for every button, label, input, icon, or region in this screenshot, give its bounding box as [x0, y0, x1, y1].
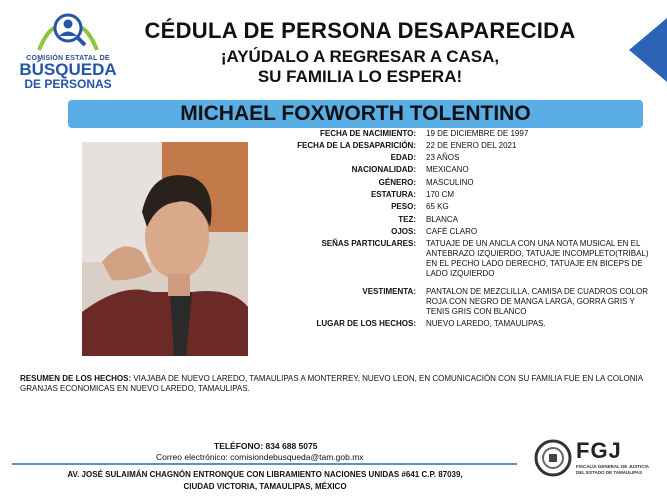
address-line-1: AV. JOSÉ SULAIMÁN CHAGNÓN ENTRONQUE CON LIBRAMIENTO NACIONES UNIDAS #641 C.P. 87039,	[67, 470, 463, 479]
field-label: FECHA DE NACIMIENTO:	[320, 129, 416, 138]
corner-decoration	[629, 18, 667, 82]
field-value: MASCULINO	[426, 178, 474, 187]
email-text: Correo electrónico: comisiondebusqueda@tam.gob.mx	[156, 452, 364, 462]
field-label: NACIONALIDAD:	[351, 165, 416, 174]
field-label: ESTATURA:	[370, 190, 416, 199]
subtitle-line-2: SU FAMILIA LO ESPERA!	[257, 67, 463, 86]
field-label: OJOS:	[391, 227, 416, 236]
field-value: CAFÉ CLARO	[426, 227, 478, 236]
logo-text-3: DE PERSONAS	[24, 77, 112, 91]
field-label: PESO:	[391, 202, 416, 211]
summary-text: VIAJABA DE NUEVO LAREDO, TAMAULIPAS A MONTERREY, NUEVO LEON, EN COMUNICACIÓN CON SU FAMILIA FUE EN LA COLONIA GRANJAS ECONOMICAS EN NUEVO LAREDO, TAMAULIPAS.	[20, 374, 643, 393]
name-banner	[68, 100, 643, 128]
field-value: NUEVO LAREDO, TAMAULIPAS.	[426, 319, 546, 328]
field-value: 65 KG	[426, 202, 449, 211]
fgj-seal-icon	[534, 436, 572, 480]
field-label: FECHA DE LA DESAPARICIÓN:	[297, 141, 416, 150]
field-label: GÉNERO:	[378, 178, 416, 187]
fgj-logo	[534, 436, 664, 496]
fgj-title: FGJ	[576, 438, 622, 463]
person-photo	[82, 142, 248, 356]
field-value: 22 DE ENERO DEL 2021	[426, 141, 517, 150]
field-value: PANTALON DE MEZCLILLA, CAMISA DE CUADROS COLOR ROJA CON NEGRO DE MANGA LARGA, GORRA GRIS Y TENIS GRIS CON BLANCO	[426, 287, 648, 316]
field-value: BLANCA	[426, 215, 459, 224]
field-label: TEZ:	[398, 215, 416, 224]
field-value: 170 CM	[426, 190, 455, 199]
field-value: 19 DE DICIEMBRE DE 1997	[426, 129, 529, 138]
logo-text-1: COMISIÓN ESTATAL DE	[26, 55, 110, 62]
summary-label: RESUMEN DE LOS HECHOS:	[20, 374, 132, 383]
field-label: EDAD:	[390, 153, 416, 162]
fgj-subtitle: FISCALÍA GENERAL DE JUSTICIA DEL ESTADO DE TAMAULIPAS	[576, 464, 649, 475]
field-label: VESTIMENTA:	[362, 287, 416, 296]
magnifier-person-icon	[33, 10, 103, 54]
phone-text: TELÉFONO: 834 688 5075	[214, 441, 318, 451]
footer-divider	[12, 463, 517, 465]
address-line-2: CIUDAD VICTORIA, TAMAULIPAS, MÉXICO	[183, 482, 347, 491]
subtitle-line-1: ¡AYÚDALO A REGRESAR A CASA,	[220, 47, 500, 66]
field-value: TATUAJE DE UN ANCLA CON UNA NOTA MUSICAL EN EL ANTEBRAZO IZQUIERDO, TATUAJE INCOMPLETO(TRIBAL) EN EL PECHO LADO DERECHO, TATUAJE EN BICEPS DE LADO IZQUIERDO	[426, 239, 649, 278]
cebp-logo	[12, 10, 124, 96]
logo-text-2: BÚSQUEDA	[19, 60, 117, 79]
field-label: SEÑAS PARTICULARES:	[321, 239, 416, 248]
person-name: MICHAEL FOXWORTH TOLENTINO	[180, 102, 531, 125]
field-label: LUGAR DE LOS HECHOS:	[316, 319, 416, 328]
summary	[20, 374, 650, 394]
field-value: MEXICANO	[426, 165, 469, 174]
page-title: CÉDULA DE PERSONA DESAPARECIDA	[144, 18, 576, 43]
field-value: 23 AÑOS	[426, 153, 460, 162]
